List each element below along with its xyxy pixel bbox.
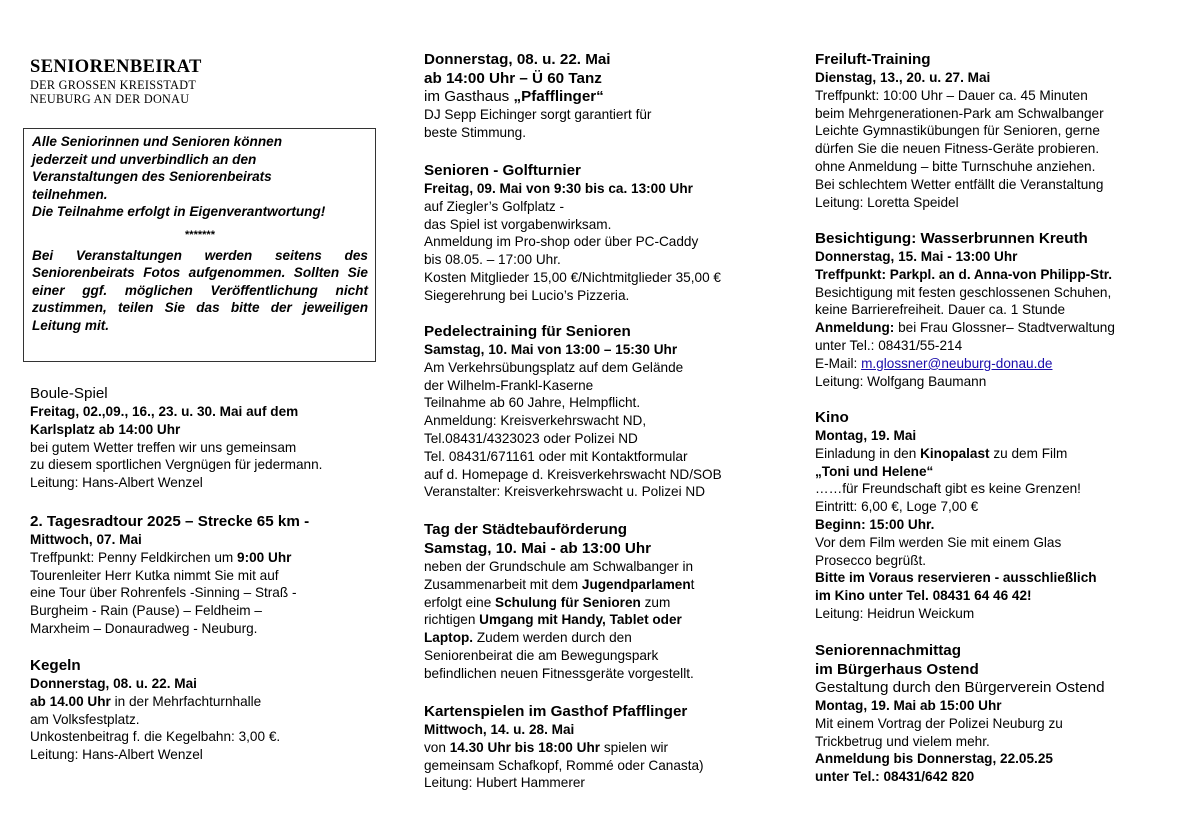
header-subtitle-2: NEUBURG AN DER DONAU	[30, 92, 190, 106]
event-text: Beginn: 15:00 Uhr.	[815, 516, 935, 532]
event-leader: Leitung: Hubert Hammerer	[424, 775, 585, 791]
event-text: dürfen Sie die neuen Fitness-Geräte probieren.	[815, 141, 1100, 157]
event-title: Freiluft-Training	[815, 51, 931, 68]
event-text: Unkostenbeitrag f. die Kegelbahn: 3,00 €.	[30, 729, 281, 745]
event-text: Marxheim – Donauradweg - Neuburg.	[30, 620, 258, 636]
event-text: keine Barrierefreiheit. Dauer ca. 1 Stunde	[815, 302, 1066, 318]
event-text: eine Tour über Rohrenfels -Sinning – Straß -	[30, 585, 297, 601]
event-leader: Leitung: Wolfgang Baumann	[815, 373, 987, 389]
event-text: Leichte Gymnastikübungen für Senioren, gerne	[815, 123, 1100, 139]
event-title: Senioren - Golfturnier	[424, 162, 581, 179]
event-leader: Leitung: Loretta Speidel	[815, 194, 959, 210]
event-date: Karlsplatz ab 14:00 Uhr	[30, 421, 181, 437]
event-leader: Leitung: Hans-Albert Wenzel	[30, 475, 203, 491]
event-text: bis 08.05. – 17:00 Uhr.	[424, 252, 561, 268]
event-text: Eintritt: 6,00 €, Loge 7,00 €	[815, 499, 979, 515]
event-radtour	[30, 512, 380, 638]
event-date: Montag, 19. Mai ab 15:00 Uhr	[815, 698, 1002, 713]
header-block	[30, 57, 202, 106]
event-text: der Wilhelm-Frankl-Kaserne	[424, 377, 594, 393]
event-text: DJ Sepp Eichinger sorgt garantiert für	[424, 107, 652, 122]
event-text: beste Stimmung.	[424, 124, 526, 140]
event-text: Einladung in den Kinopalast zu dem Film	[815, 445, 1068, 461]
event-title: 2. Tagesradtour 2025 – Strecke 65 km -	[30, 513, 310, 530]
event-text: Seniorenbeirat die am Bewegungspark	[424, 647, 659, 663]
event-text: Anmeldung: bei Frau Glossner– Stadtverwaltung	[815, 320, 1115, 336]
page-title: SENIORENBEIRAT	[30, 57, 202, 77]
event-text: ……für Freundschaft gibt es keine Grenzen!	[815, 481, 1081, 497]
notice-line: Veranstaltungen des Seniorenbeirats	[32, 169, 272, 185]
event-date: Montag, 19. Mai	[815, 428, 917, 443]
event-text: Tel.08431/4323023 oder Polizei ND	[424, 430, 638, 446]
event-date: Freitag, 09. Mai von 9:30 bis ca. 13:00 Uhr	[424, 181, 693, 196]
notice-photo-text: Bei Veranstaltungen werden seitens des Seniorenbeirats Fotos aufgenommen. Sollten Sie einer ggf. möglichen Veröffentlichung nicht zustimmen, teilen Sie das bitte der jeweiligen Leitung mit.	[32, 247, 368, 333]
event-text: Veranstalter: Kreisverkehrswacht u. Polizei ND	[424, 484, 706, 500]
event-date: Dienstag, 13., 20. u. 27. Mai	[815, 70, 991, 85]
event-subtitle: Gestaltung durch den Bürgerverein Ostend	[815, 679, 1105, 696]
event-staedtebau	[424, 520, 784, 683]
event-text: Treffpunkt: Penny Feldkirchen um 9:00 Uhr	[30, 549, 292, 565]
notice-line: jederzeit und unverbindlich an den	[32, 151, 257, 167]
event-title: Tag der Städtebauförderung	[424, 521, 628, 538]
event-text: am Volksfestplatz.	[30, 711, 140, 727]
event-leader: Leitung: Hans-Albert Wenzel	[30, 747, 203, 763]
event-date: Mittwoch, 07. Mai	[30, 532, 142, 547]
event-title: Pedelectraining für Senioren	[424, 323, 631, 340]
event-text: unter Tel.: 08431/55-214	[815, 337, 963, 353]
header-subtitle-1: DER GROSSEN KREISSTADT	[30, 78, 197, 92]
event-text: gemeinsam Schafkopf, Rommé oder Canasta)	[424, 757, 704, 773]
event-text: Am Verkehrsübungsplatz auf dem Gelände	[424, 359, 684, 375]
event-text: Prosecco begrüßt.	[815, 552, 927, 568]
event-text: ab 14.00 Uhr in der Mehrfachturnhalle	[30, 693, 262, 709]
event-text: im Kino unter Tel. 08431 64 46 42!	[815, 588, 1032, 604]
event-text: Anmeldung bis Donnerstag, 22.05.25	[815, 751, 1053, 767]
event-text: Kosten Mitglieder 15,00 €/Nichtmitglieder 35,00 €	[424, 269, 721, 285]
event-text: zu diesem sportlichen Vergnügen für jedermann.	[30, 457, 323, 473]
event-seniorennachmittag	[815, 641, 1165, 786]
event-text: Bei schlechtem Wetter entfällt die Veranstaltung	[815, 176, 1104, 192]
event-freiluft	[815, 50, 1165, 211]
event-text: Trickbetrug und vielem mehr.	[815, 733, 990, 749]
event-text: Anmeldung: Kreisverkehrswacht ND,	[424, 413, 647, 429]
event-date: Donnerstag, 08. u. 22. Mai	[30, 676, 197, 691]
event-wasserbrunnen	[815, 229, 1165, 390]
event-text: Laptop. Zudem werden durch den	[424, 630, 632, 646]
event-kino	[815, 408, 1165, 623]
event-title: Kartenspielen im Gasthof Pfafflinger	[424, 703, 688, 720]
event-title: Besichtigung: Wasserbrunnen Kreuth	[815, 230, 1088, 247]
notice-box	[23, 128, 376, 362]
notice-text	[32, 133, 368, 335]
event-title: Kegeln	[30, 657, 81, 674]
event-pedelec	[424, 322, 784, 501]
notice-line: Die Teilnahme erfolgt in Eigenverantwortung!	[32, 204, 326, 220]
event-text: von 14.30 Uhr bis 18:00 Uhr spielen wir	[424, 739, 669, 755]
event-date: Donnerstag, 08. u. 22. Mai	[424, 51, 611, 68]
event-text: Zusammenarbeit mit dem Jugendparlament	[424, 576, 695, 592]
notice-separator: *******	[185, 228, 215, 241]
event-title: Seniorennachmittag	[815, 642, 961, 659]
event-text: befindlichen neuen Fitnessgeräte vorgestellt.	[424, 665, 694, 681]
event-text: Tel. 08431/671161 oder mit Kontaktformular	[424, 448, 688, 464]
event-title: im Bürgerhaus Ostend	[815, 661, 979, 678]
notice-line: Alle Seniorinnen und Senioren können	[32, 134, 282, 149]
event-text: Siegerehrung bei Lucio’s Pizzeria.	[424, 287, 630, 303]
event-text: Anmeldung im Pro-shop oder über PC-Caddy	[424, 234, 699, 250]
event-boule	[30, 385, 380, 492]
event-text: Bitte im Voraus reservieren - ausschließlich	[815, 570, 1097, 586]
notice-line: teilnehmen.	[32, 186, 108, 202]
event-karten	[424, 702, 784, 792]
event-place: im Gasthaus „Pfafflinger“	[424, 88, 604, 105]
event-golf	[424, 161, 784, 305]
film-title: „Toni und Helene“	[815, 463, 934, 479]
event-title: Boule-Spiel	[30, 385, 108, 402]
event-date: Freitag, 02.,09., 16., 23. u. 30. Mai auf dem	[30, 404, 299, 419]
email-link[interactable]: m.glossner@neuburg-donau.de	[861, 355, 1053, 371]
event-text: das Spiel ist vorgabenwirksam.	[424, 216, 612, 232]
event-text: beim Mehrgenerationen-Park am Schwalbanger	[815, 105, 1104, 121]
event-text: auf d. Homepage d. Kreisverkehrswacht ND/SOB	[424, 466, 722, 482]
event-tanz	[424, 50, 784, 142]
event-text: Treffpunkt: 10:00 Uhr – Dauer ca. 45 Minuten	[815, 87, 1088, 103]
event-text: bei gutem Wetter treffen wir uns gemeinsam	[30, 439, 297, 455]
event-text: neben der Grundschule am Schwalbanger in	[424, 559, 694, 574]
event-date: Samstag, 10. Mai von 13:00 – 15:30 Uhr	[424, 342, 678, 357]
event-email-line: E-Mail: m.glossner@neuburg-donau.de	[815, 355, 1053, 371]
event-text: Mit einem Vortrag der Polizei Neuburg zu	[815, 715, 1063, 731]
event-meeting-point: Treffpunkt: Parkpl. an d. Anna-von Philipp-Str.	[815, 266, 1113, 282]
event-text: auf Ziegler’s Golfplatz -	[424, 198, 565, 214]
event-text: ohne Anmeldung – bitte Turnschuhe anziehen.	[815, 158, 1096, 174]
event-kegeln	[30, 656, 380, 764]
event-text: Teilnahme ab 60 Jahre, Helmpflicht.	[424, 395, 641, 411]
event-date: Mittwoch, 14. u. 28. Mai	[424, 722, 575, 737]
event-title: Kino	[815, 409, 849, 426]
event-date: Donnerstag, 15. Mai - 13:00 Uhr	[815, 249, 1018, 264]
event-text: Vor dem Film werden Sie mit einem Glas	[815, 534, 1062, 550]
event-title: ab 14:00 Uhr – Ü 60 Tanz	[424, 70, 602, 87]
event-text: unter Tel.: 08431/642 820	[815, 769, 975, 785]
event-text: richtigen Umgang mit Handy, Tablet oder	[424, 612, 682, 628]
event-leader: Leitung: Heidrun Weickum	[815, 605, 975, 621]
event-text: Burgheim - Rain (Pause) – Feldheim –	[30, 603, 262, 619]
event-text: erfolgt eine Schulung für Senioren zum	[424, 594, 671, 610]
event-date: Samstag, 10. Mai - ab 13:00 Uhr	[424, 540, 652, 557]
event-text: Besichtigung mit festen geschlossenen Schuhen,	[815, 284, 1112, 300]
event-text: Tourenleiter Herr Kutka nimmt Sie mit auf	[30, 567, 279, 583]
